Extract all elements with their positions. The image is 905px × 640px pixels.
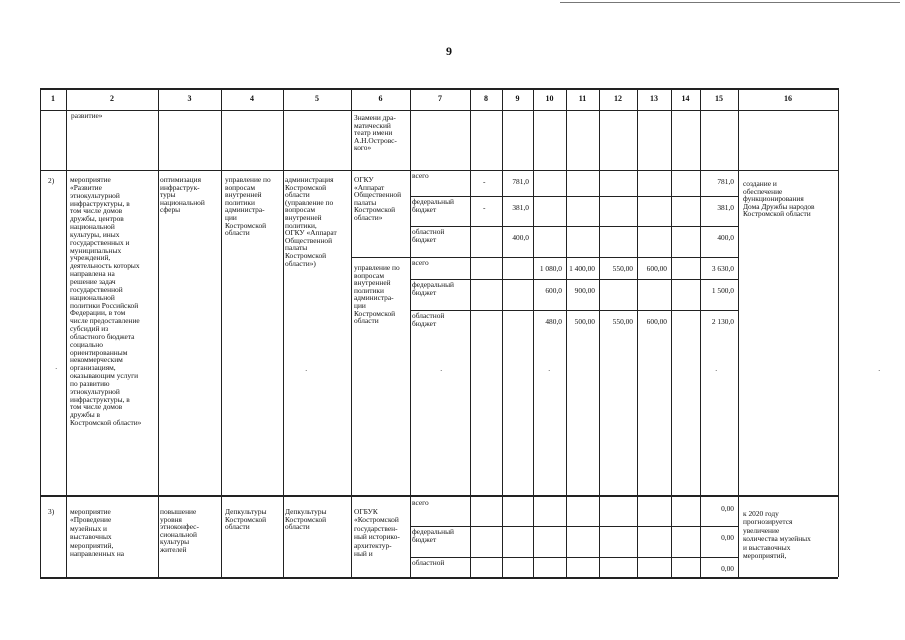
grid-line-v xyxy=(158,88,159,577)
scan-dot: · xyxy=(878,367,881,375)
scan-dot: · xyxy=(440,367,443,375)
row3-line-2-col-15: 0,00 xyxy=(721,533,734,542)
grid-line-h xyxy=(410,257,738,258)
grid-line-v xyxy=(671,88,672,577)
grid-line-h xyxy=(40,495,838,497)
scan-dot: · xyxy=(548,367,551,375)
grid-line-v xyxy=(221,88,222,577)
row2-line-2-col-9: 381,0 xyxy=(512,203,529,212)
row3-number: 3) xyxy=(48,507,55,516)
row3-source-2: федеральный бюджет xyxy=(412,527,454,544)
scan-dot: · xyxy=(715,367,718,375)
grid-line-v xyxy=(502,88,503,577)
row3-line-1-col-15: 0,00 xyxy=(721,504,734,513)
grid-line-h xyxy=(40,577,838,579)
grid-line-v xyxy=(566,88,567,577)
row2-line-4-col-10: 1 080,0 xyxy=(539,264,562,273)
row2-line-4-col-15: 3 630,0 xyxy=(711,264,734,273)
scan-dot: · xyxy=(305,367,308,375)
row2-line-1-col-9: 781,0 xyxy=(512,177,529,186)
row3-source-1: всего xyxy=(412,498,429,507)
grid-line-h xyxy=(40,88,838,90)
header-col-9: 9 xyxy=(515,94,520,103)
header-col-3: 3 xyxy=(187,94,192,103)
grid-line-v xyxy=(599,88,600,577)
header-col-12: 12 xyxy=(614,94,622,103)
row3-line-3-col-15: 0,00 xyxy=(721,564,734,573)
grid-line-h xyxy=(410,226,738,227)
row2-source-6: областной бюджет xyxy=(412,311,445,328)
row2-line-3-col-9: 400,0 xyxy=(512,233,529,242)
row2-source-2: федеральный бюджет xyxy=(412,197,454,214)
row3-responsible: Депкультуры Костромской области xyxy=(225,507,267,532)
row2-line-4-col-13: 600,00 xyxy=(646,264,667,273)
row2-line-6-col-10: 480,0 xyxy=(545,317,562,326)
row3-event-description: мероприятие «Проведение музейных и выставочных мероприятий, направленных на xyxy=(70,507,125,559)
grid-line-h xyxy=(410,526,738,527)
carry-row-col2: развитие» xyxy=(71,111,103,120)
row2-executor-1: ОГКУ «Аппарат Общественной палаты Костромской области» xyxy=(354,175,402,222)
header-col-15: 15 xyxy=(715,94,723,103)
row2-event-description: мероприятие «Развитие этнокультурной инфраструктуры, в том числе домов дружбы, центров национальной культуры, иных государственных и муниципальных учреждений, деятельность которых направлена на решение задач государственной национальной политики Российской Федерации, в том числе предоставление субсидий из областного бюджета социально ориентированным некоммерческим организациям, оказывающим услуги по развитию этнокультурной инфраструктуры, в том числе домов дружбы в Костромской области» xyxy=(70,175,142,428)
row3-task: повышение уровня этноконфес- сиональной культуры жителей xyxy=(160,507,199,554)
row2-line-6-col-12: 550,00 xyxy=(612,317,633,326)
grid-line-v xyxy=(410,88,411,577)
header-col-2: 2 xyxy=(110,94,114,103)
header-col-13: 13 xyxy=(650,94,658,103)
row2-line-5-col-15: 1 500,0 xyxy=(711,286,734,295)
header-col-7: 7 xyxy=(438,94,442,103)
grid-line-h xyxy=(410,196,738,197)
header-col-16: 16 xyxy=(784,94,792,103)
row2-line-2-col-8: - xyxy=(483,203,486,212)
row2-line-5-col-11: 900,00 xyxy=(574,286,595,295)
grid-line-v xyxy=(838,88,839,577)
row2-executor-2: управление по вопросам внутренней политики администра- ции Костромской области xyxy=(354,263,400,326)
row3-expected-result: к 2020 году прогнозируется увеличение количества музейных и выставочных мероприятий, xyxy=(743,509,811,561)
row2-line-6-col-11: 500,00 xyxy=(574,317,595,326)
grid-line-v xyxy=(470,88,471,577)
row2-line-6-col-15: 2 130,0 xyxy=(711,317,734,326)
grid-line-v xyxy=(533,88,534,577)
row2-line-2-col-15: 381,0 xyxy=(717,203,734,212)
row2-line-5-col-10: 600,0 xyxy=(545,286,562,295)
grid-line-v xyxy=(283,88,284,577)
grid-line-h xyxy=(40,110,838,111)
row2-line-4-col-11: 1 400,00 xyxy=(569,264,595,273)
grid-line-v xyxy=(738,88,739,577)
grid-line-h xyxy=(410,279,738,280)
row3-executor: ОГБУК «Костромской государствен- ный историко- архитектур- ный и xyxy=(354,507,400,559)
grid-line-v xyxy=(637,88,638,577)
header-col-10: 10 xyxy=(545,94,554,103)
scan-edge-line xyxy=(560,2,900,3)
row2-line-4-col-12: 550,00 xyxy=(612,264,633,273)
grid-line-v xyxy=(40,88,41,577)
grid-line-h xyxy=(351,257,410,258)
header-col-14: 14 xyxy=(681,94,690,103)
header-col-11: 11 xyxy=(578,94,587,103)
row2-line-3-col-15: 400,0 xyxy=(717,233,734,242)
grid-line-h xyxy=(40,170,838,171)
row2-source-5: федеральный бюджет xyxy=(412,280,454,297)
grid-line-h xyxy=(410,557,738,558)
row2-source-3: областной бюджет xyxy=(412,227,445,244)
row2-number: 2) xyxy=(48,176,55,185)
row2-line-1-col-15: 781,0 xyxy=(717,177,734,186)
row2-source-1: всего xyxy=(412,171,429,180)
header-col-8: 8 xyxy=(484,94,488,103)
carry-row-col6: Знамени дра- матический театр имени А.Н.Островс- кого» xyxy=(354,113,397,153)
header-col-4: 4 xyxy=(250,94,254,103)
header-col-6: 6 xyxy=(378,94,383,103)
row2-expected-result: создание и обеспечение функционирования Дома Дружбы народов Костромской области xyxy=(743,179,815,219)
row2-responsible: управление по вопросам внутренней политики администра- ции Костромской области xyxy=(225,175,271,238)
scan-dot: · xyxy=(55,365,58,373)
row3-source-3: областной xyxy=(412,558,445,567)
row2-line-1-col-8: - xyxy=(483,177,486,186)
row2-source-4: всего xyxy=(412,258,429,267)
row3-coexecutors: Депкультуры Костромской области xyxy=(285,507,327,532)
grid-line-v xyxy=(700,88,701,577)
page-number: 9 xyxy=(446,44,452,58)
grid-line-v xyxy=(351,88,352,577)
grid-line-h xyxy=(410,310,738,311)
row2-task: оптимизация инфраструк- туры национальной сферы xyxy=(160,175,205,215)
row2-line-6-col-13: 600,00 xyxy=(646,317,667,326)
row2-coexecutors: администрация Костромской области (управление по вопросам внутренней политики, ОГКУ «Аппарат Общественной палаты Костромской области») xyxy=(285,175,337,268)
header-col-1: 1 xyxy=(51,94,55,103)
grid-line-v xyxy=(66,88,67,577)
header-col-5: 5 xyxy=(315,94,319,103)
